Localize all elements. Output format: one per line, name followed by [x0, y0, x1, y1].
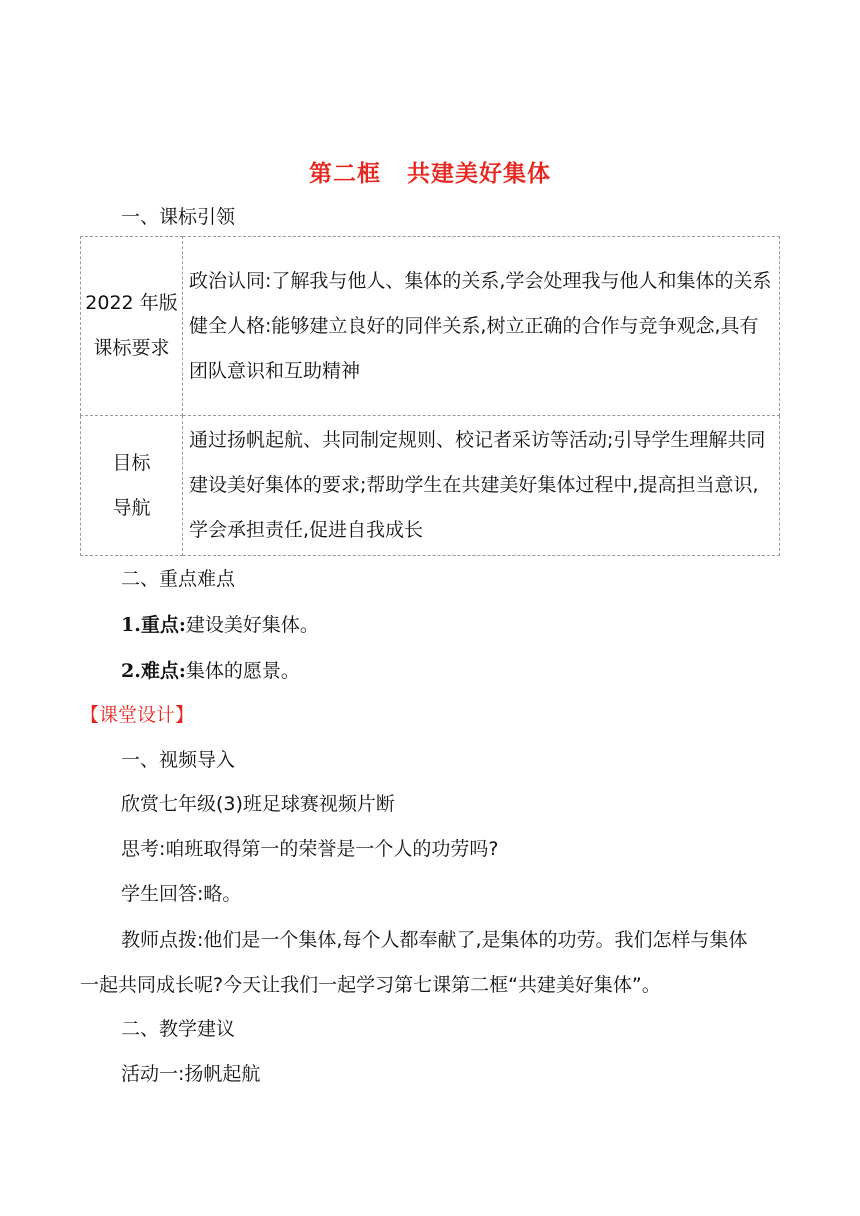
section-heading-keypoints: 二、重点难点 [121, 568, 236, 590]
title-part2: 共建美好集体 [407, 161, 551, 187]
classroom-design-heading: 【课堂设计】 [80, 704, 195, 726]
standard-personality: 健全人格:能够建立良好的同伴关系,树立正确的合作与竞争观念,具有团队意识和互助精神 [189, 314, 759, 382]
label-line: 目标 [112, 451, 151, 474]
intro-line-3: 学生回答:略。 [121, 883, 242, 905]
section-heading-curriculum: 一、课标引领 [121, 206, 236, 228]
label-line: 2022 年版 [85, 292, 178, 314]
row-label-goal [81, 416, 183, 556]
row-content-goal [183, 416, 780, 556]
row-label-standard [81, 237, 183, 416]
title-part1: 第二框 [309, 161, 381, 187]
key-point-2 [121, 656, 300, 686]
label-line: 课标要求 [93, 337, 170, 359]
intro-line-4b: 一起共同成长呢?今天让我们一起学习第七课第二框“共建美好集体”。 [80, 974, 661, 996]
goal-text: 通过扬帆起航、共同制定规则、校记者采访等活动;引导学生理解共同建设美好集体的要求;帮助学生在共建美好集体过程中,提高担当意识,学会承担责任,促进自我成长 [189, 429, 766, 541]
activity-1-heading: 活动一:扬帆起航 [121, 1063, 261, 1085]
standard-political: 政治认同:了解我与他人、集体的关系,学会处理我与他人和集体的关系 [189, 269, 772, 292]
difficult-point-label: 2.难点: [121, 660, 186, 682]
intro-line-2: 思考:咱班取得第一的荣誉是一个人的功劳吗? [121, 838, 499, 860]
key-point-label: 1.重点: [121, 614, 186, 636]
page-title [0, 155, 860, 188]
key-point-text: 建设美好集体。 [185, 614, 319, 636]
intro-line-1: 欣赏七年级(3)班足球赛视频片断 [121, 793, 395, 815]
row-content-standard [183, 237, 780, 416]
difficult-point-text: 集体的愿景。 [185, 660, 300, 682]
curriculum-table [80, 236, 780, 556]
intro-line-4a: 教师点拨:他们是一个集体,每个人都奉献了,是集体的功劳。我们怎样与集体 [121, 929, 748, 951]
key-point-1 [121, 610, 319, 640]
section-heading-video: 一、视频导入 [121, 749, 236, 771]
section-heading-teaching: 二、教学建议 [121, 1018, 236, 1040]
label-line: 导航 [112, 496, 151, 519]
table-row [81, 416, 780, 556]
table-row [81, 237, 780, 416]
